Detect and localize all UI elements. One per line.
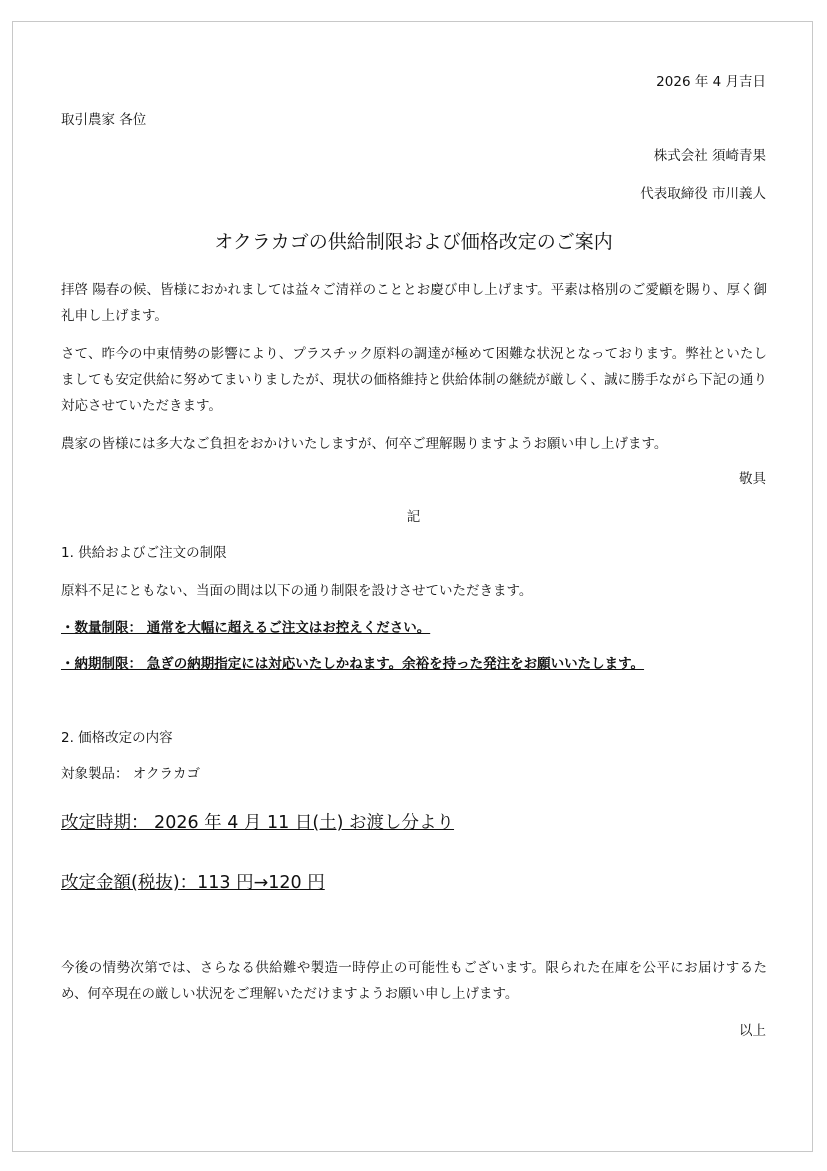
revision-price: 改定金額(税抜)：113 円→120 円 [61,873,325,893]
document-date: 2026 年 4 月吉日 [656,74,766,90]
section1-heading: 1. 供給およびご注文の制限 [61,545,227,561]
representative-name: 代表取締役 市川義人 [640,186,766,202]
delivery-limit-item: ・納期制限： 急ぎの納期指定には対応いたしかねます。余裕を持った発注をお願いいたします。 [61,656,645,672]
target-product: 対象製品： オクラカゴ [61,766,201,782]
ki-marker: 記 [406,509,421,525]
revision-date: 改定時期： 2026 年 4 月 11 日(土) お渡し分より [61,813,455,833]
footer-notice: 今後の情勢次第では、さらなる供給難や製造一時停止の可能性もございます。限られた在庫を公平にお届けするため、何卒現在の厳しい状況をご理解いただけますようお願い申し上げます。 [61,960,767,1002]
quantity-limit-item: ・数量制限： 通常を大幅に超えるご注文はお控えください。 [61,620,431,636]
section1-intro: 原料不足にともない、当面の間は以下の通り制限を設けさせていただきます。 [61,583,533,599]
company-name: 株式会社 須崎青果 [653,148,766,164]
recipient: 取引農家 各位 [61,112,147,128]
section2-heading: 2. 価格改定の内容 [61,730,173,746]
closing-keigu: 敬具 [739,471,766,487]
situation-paragraph: さて、昨今の中東情勢の影響により、プラスチック原料の調達が極めて困難な状況となっております。弊社といたしましても安定供給に努めてまいりましたが、現状の価格維持と供給体制の継続が厳しく、誠に勝手ながら下記の通り対応させていただきます。 [61,346,767,414]
document-title: オクラカゴの供給制限および価格改定のご案内 [214,231,613,253]
apology-paragraph: 農家の皆様には多大なご負担をおかけいたしますが、何卒ご理解賜りますようお願い申し上げます。 [61,436,668,452]
greeting-paragraph: 拝啓 陽春の候、皆様におかれましては益々ご清祥のこととお慶び申し上げます。平素は格別のご愛顧を賜り、厚く御礼申し上げます。 [61,282,767,324]
closing-end: 以上 [739,1023,766,1039]
